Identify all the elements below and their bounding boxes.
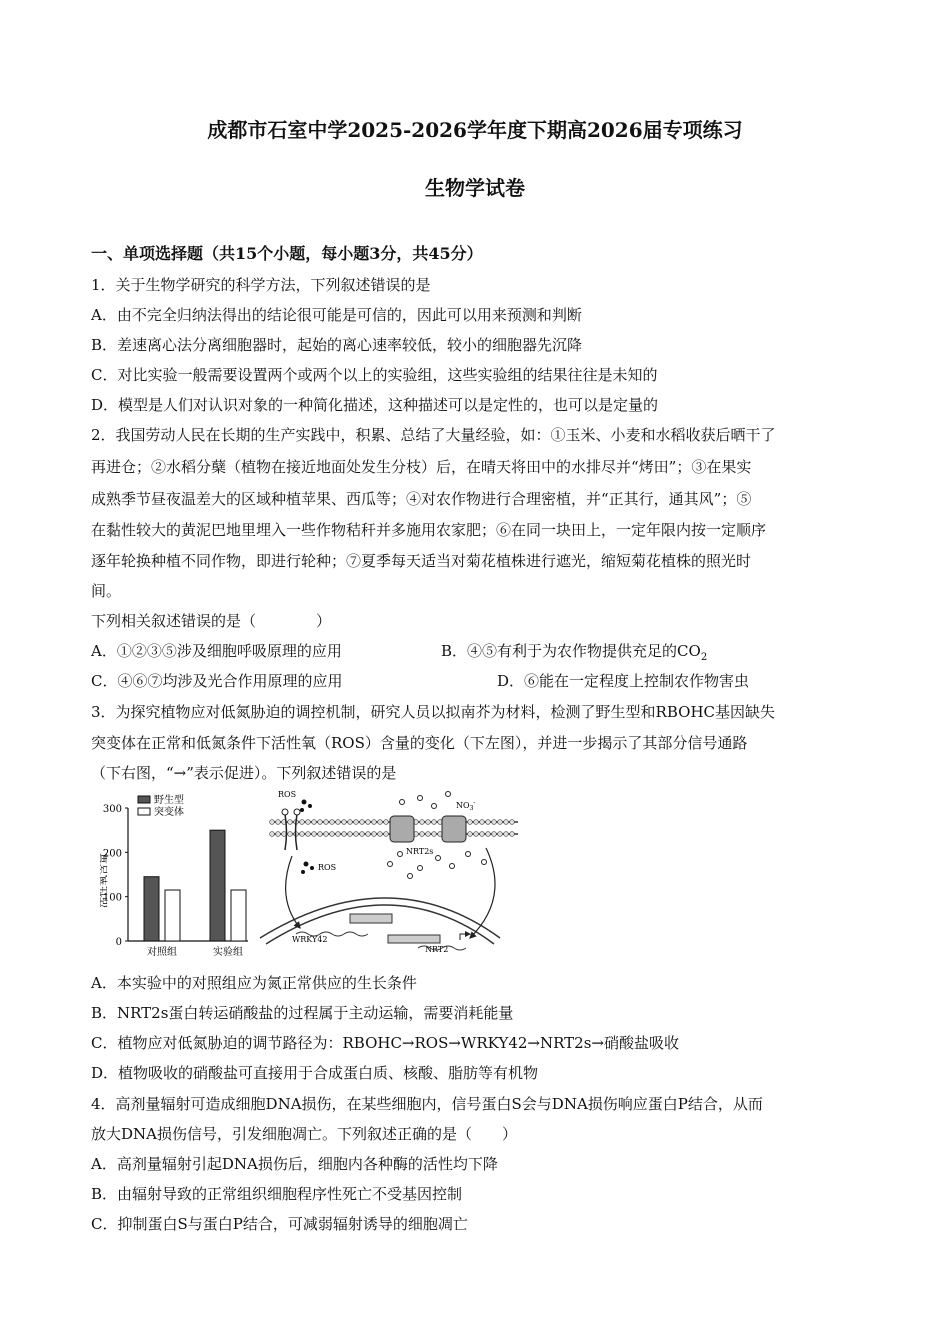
q2-option-a: A．①②③⑤涉及细胞呼吸原理的应用 [91, 642, 342, 660]
wrky42-bound [388, 935, 440, 943]
q1-option-a: A．由不完全归纳法得出的结论很可能是可信的，因此可以用来预测和判断 [91, 306, 582, 324]
q3-option-a: A．本实验中的对照组应为氮正常供应的生长条件 [91, 974, 417, 992]
ros-bar-chart [100, 793, 248, 958]
chart-ylabel: 活性氧含量 [100, 853, 109, 908]
q3-figure [100, 788, 520, 960]
q3-stem-line-2: 突变体在正常和低氮条件下活性氧（ROS）含量的变化（下左图），并进一步揭示了其部分信号通路 [91, 734, 748, 752]
q1-stem: 1．关于生物学研究的科学方法，下列叙述错误的是 [91, 276, 431, 294]
y-tick-label: 300 [102, 804, 122, 815]
q4-option-c: C．抑制蛋白S与蛋白P结合，可减弱辐射诱导的细胞凋亡 [91, 1215, 468, 1233]
q3-option-c: C．植物应对低氮胁迫的调节路径为：RBOHC→ROS→WRKY42→NRT2s→硝酸盐吸收 [91, 1034, 679, 1052]
category-label: 实验组 [213, 947, 243, 958]
no3-label [456, 799, 475, 812]
y-tick-label: 200 [102, 848, 122, 860]
transcription-start-arrow [460, 934, 470, 940]
q2-stem-line-4: 在黏性较大的黄泥巴地里埋入一些作物秸秆并多施用农家肥；⑥在同一块田上，一定年限内按一定顺序 [91, 521, 767, 539]
legend-swatch [138, 796, 150, 803]
q2-stem-line-5: 逐年轮换种植不同作物，即进行轮种；⑦夏季每天适当对菊花植株进行遮光，缩短菊花植株的照光时 [91, 552, 752, 570]
q3-option-b: B．NRT2s蛋白转运硝酸盐的过程属于主动运输，需要消耗能量 [91, 1004, 514, 1022]
no3-subscript: 3 [469, 805, 474, 812]
category-label: 对照组 [147, 947, 177, 958]
nrt2s-transporter-2 [442, 816, 466, 842]
y-tick-label: 100 [102, 892, 122, 904]
q1-option-c: C．对比实验一般需要设置两个或两个以上的实验组，这些实验组的结果往往是未知的 [91, 366, 658, 384]
q4-option-b: B．由辐射导致的正常组织细胞程序性死亡不受基因控制 [91, 1185, 463, 1203]
q1-option-d: D．模型是人们对认识对象的一种简化描述，这种描述可以是定性的，也可以是定量的 [91, 396, 659, 414]
exam-title: 成都市石室中学2025-2026学年度下期高2026届专项练习 [207, 118, 743, 142]
nrt2s-transporter-1 [390, 816, 414, 842]
q3-figure-svg [100, 788, 520, 960]
y-tick-label: 0 [115, 937, 122, 948]
q3-stem-line-3: （下右图，“→”表示促进）。下列叙述错误的是 [91, 764, 397, 782]
q2-option-d: D．⑥能在一定程度上控制农作物害虫 [497, 672, 750, 690]
no3-text: NO [456, 801, 470, 810]
section-heading: 一、单项选择题（共15个小题，每小题3分，共45分） [91, 244, 483, 263]
bar-wildtype-experiment [210, 830, 225, 941]
legend-label: 野生型 [154, 795, 184, 806]
legend-label: 突变体 [154, 807, 184, 818]
ros-top-label: ROS [278, 790, 297, 799]
q4-stem-line-1: 4．高剂量辐射可造成细胞DNA损伤，在某些细胞内，信号蛋白S会与DNA损伤响应蛋白P结合，从而 [91, 1095, 763, 1113]
q3-option-d: D．植物吸收的硝酸盐可直接用于合成蛋白质、核酸、脂肪等有机物 [91, 1064, 539, 1082]
q2-option-b-text: B．④⑤有利于为农作物提供充足的CO [441, 642, 701, 660]
exam-subtitle: 生物学试卷 [425, 176, 525, 200]
bar-mutant-control [165, 890, 180, 941]
q2-stem-line-2: 再进仓；②水稻分蘖（植物在接近地面处发生分枝）后，在晴天将田中的水排尽并“烤田”；③在果实 [91, 458, 752, 476]
q3-stem-line-1: 3．为探究植物应对低氮胁迫的调控机制，研究人员以拟南芥为材料，检测了野生型和RBOHC基因缺失 [91, 703, 775, 721]
q2-stem-line-1: 2．我国劳动人民在长期的生产实践中，积累、总结了大量经验，如：①玉米、小麦和水稻收获后晒干了 [91, 426, 776, 444]
wrky42-label: WRKY42 [292, 935, 328, 944]
q2-option-b [441, 641, 707, 668]
bar-wildtype-control [144, 877, 159, 941]
wrky42-protein [350, 914, 392, 923]
ros-particles [300, 800, 314, 875]
q2-question: 下列相关叙述错误的是（ ） [91, 612, 332, 630]
q2-stem-line-3: 成熟季节昼夜温差大的区域种植苹果、西瓜等；④对农作物进行合理密植，并“正其行，通其风”；⑤ [91, 490, 752, 508]
q2-option-c: C．④⑥⑦均涉及光合作用原理的应用 [91, 672, 343, 690]
no3-superscript: - [473, 799, 476, 806]
nrt2-label: NRT2 [425, 945, 449, 954]
q1-option-b: B．差速离心法分离细胞器时，起始的离心速率较低，较小的细胞器先沉降 [91, 336, 583, 354]
ros-mid-label: ROS [318, 863, 337, 872]
q4-stem-line-2: 放大DNA损伤信号，引发细胞凋亡。下列叙述正确的是（ ） [91, 1125, 517, 1143]
legend-swatch [138, 808, 150, 815]
q2-option-b-subscript: 2 [700, 652, 708, 663]
q2-stem-line-6: 间。 [91, 582, 122, 600]
bar-mutant-experiment [231, 890, 246, 941]
nrt2s-label: NRT2s [406, 847, 434, 856]
signal-pathway-diagram [260, 790, 518, 954]
q4-option-a: A．高剂量辐射引起DNA损伤后，细胞内各种酶的活性均下降 [91, 1155, 498, 1173]
